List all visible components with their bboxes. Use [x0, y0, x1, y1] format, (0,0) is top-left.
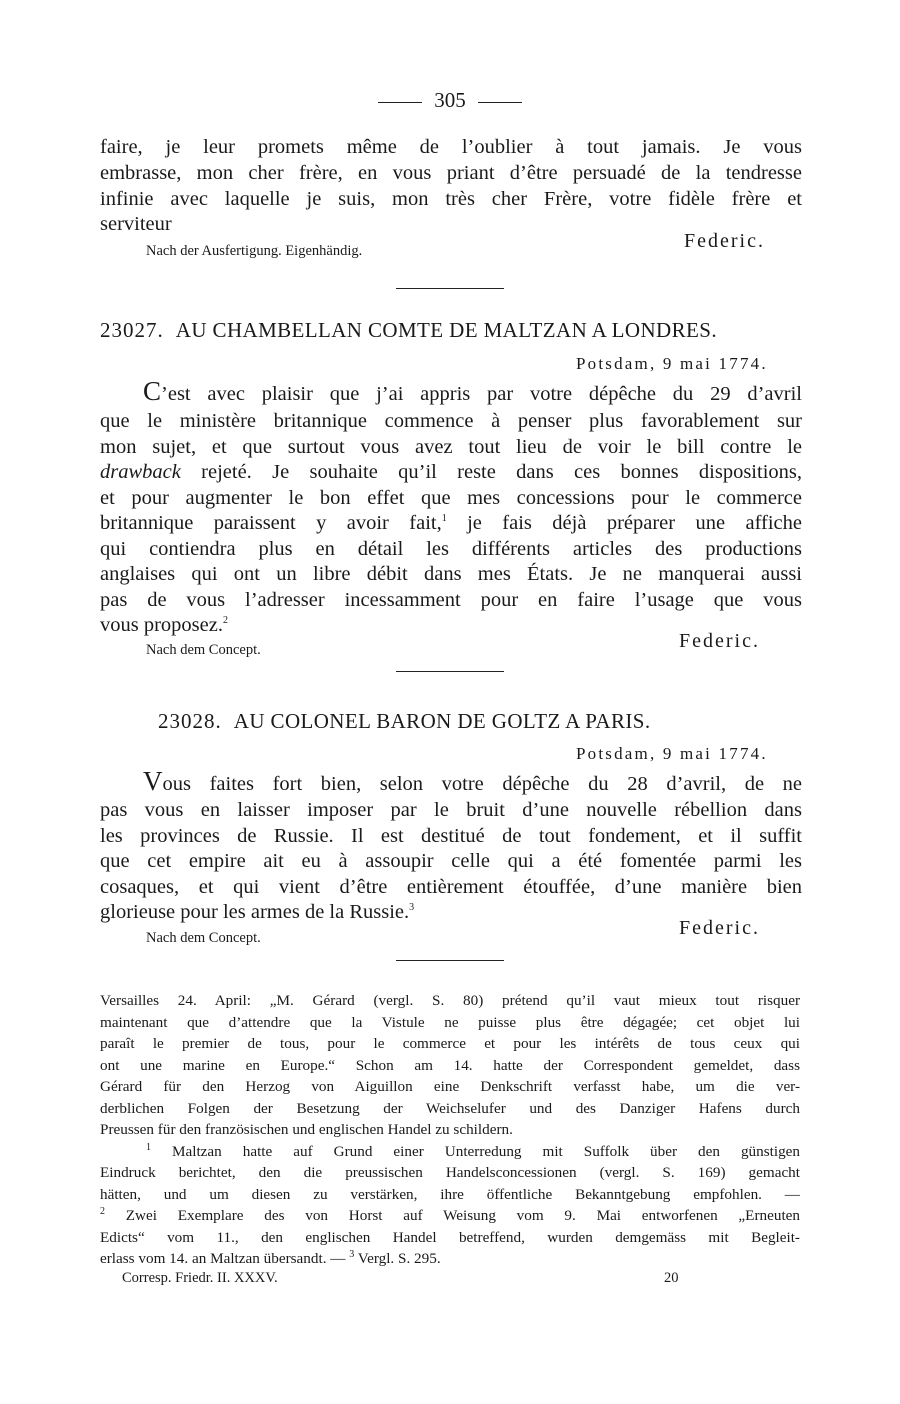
- section-divider: [396, 288, 504, 289]
- footnote-line: [146, 1141, 800, 1162]
- body-line: que le ministère britannique commence à penser plus favorablement sur: [100, 410, 802, 432]
- source-note: Nach dem Concept.: [146, 642, 261, 658]
- footnote-line: hätten, und um diesen zu verstärken, ihre öffentliche Bekanntgebung empfohlen. —: [100, 1186, 800, 1203]
- body-line: pas de vous l’adresser incessamment pour en faire l’usage que vous: [100, 589, 802, 611]
- footnote-line: maintenant que d’attendre que la Vistule ne puisse plus être dégagée; cet objet lui: [100, 1014, 800, 1031]
- running-footer: Corresp. Friedr. II. XXXV.: [122, 1270, 278, 1286]
- footnote-ref: 2: [222, 615, 228, 627]
- footnote-text: Maltzan hatte auf Grund einer Unterredung mit Suffolk über den günstigen: [151, 1143, 800, 1160]
- letter-title: AU COLONEL BARON DE GOLTZ A PARIS.: [233, 709, 651, 733]
- body-line: et pour augmenter le bon effet que mes concessions pour le commerce: [100, 487, 802, 509]
- body-line: faire, je leur promets même de l’oublier à tout jamais. Je vous: [100, 136, 802, 158]
- body-text: je fais déjà préparer une affiche: [446, 512, 802, 534]
- signature-mark: 20: [664, 1270, 679, 1286]
- footnote-line: Eindruck berichtet, den die preussischen Handelsconcessionen (vergl. S. 169) gemacht: [100, 1164, 800, 1181]
- signature: Federic.: [679, 630, 760, 652]
- body-text: vous proposez.: [100, 614, 223, 636]
- body-line: pas vous en laisser imposer par le bruit d’une nouvelle rébellion dans: [100, 799, 802, 821]
- body-text: ous faites fort bien, selon votre dépêche du 28 d’avril, de ne: [162, 773, 802, 795]
- page-number: [0, 88, 900, 113]
- footnote-text: Vergl. S. 295.: [354, 1250, 441, 1267]
- dateline: Potsdam, 9 mai 1774.: [576, 354, 768, 373]
- page-number-text: 305: [434, 88, 466, 112]
- footnote-line: derblichen Folgen der Besetzung der Weichselufer und des Danziger Hafens durch: [100, 1100, 800, 1117]
- footnote-line: [100, 1205, 800, 1226]
- drop-cap: V: [143, 766, 163, 796]
- drop-cap: C: [143, 376, 162, 406]
- body-line: serviteur: [100, 213, 172, 235]
- footnote-text: erlass vom 14. an Maltzan übersandt. —: [100, 1250, 346, 1267]
- footnote-line: Edicts“ vom 11., den englischen Handel betreffend, wurden demgemäss mit Begleit-: [100, 1229, 800, 1246]
- letter-heading: [158, 709, 650, 734]
- footnote-marker: 2: [100, 1205, 105, 1217]
- section-divider: [396, 671, 504, 672]
- footnote-text: Zwei Exemplare des von Horst auf Weisung vom 9. Mai entworfenen „Erneuten: [105, 1207, 800, 1224]
- body-text: rejeté. Je souhaite qu’il reste dans ces bonnes dispositions,: [180, 461, 802, 483]
- footnote-marker: 1: [146, 1141, 151, 1153]
- footnote-line: ont une marine en Europe.“ Schon am 14. hatte der Correspondent gemeldet, dass: [100, 1057, 800, 1074]
- page-number-dash-left: [378, 102, 422, 103]
- body-line: anglaises qui ont un libre débit dans mes États. Je ne manquerai aussi: [100, 563, 802, 585]
- footnote-marker: 3: [349, 1248, 355, 1260]
- letter-title: AU CHAMBELLAN COMTE DE MALTZAN A LONDRES.: [175, 318, 717, 342]
- footnote-line: [100, 1248, 800, 1269]
- footnote-line: paraît le premier de tous, pour le commerce et pour les intérêts de tous ceux qui: [100, 1035, 800, 1052]
- footnote-ref: 1: [441, 513, 447, 525]
- body-line: infinie avec laquelle je suis, mon très cher Frère, votre fidèle frère et: [100, 188, 802, 210]
- signature: Federic.: [679, 917, 760, 939]
- letter-heading: [100, 318, 717, 343]
- body-line: mon sujet, et que surtout vous avez tout lieu de voir le bill contre le: [100, 436, 802, 458]
- body-line: les provinces de Russie. Il est destitué de tout fondement, et il suffit: [100, 825, 802, 847]
- body-line: cosaques, et qui vient d’être entièrement étouffée, d’une manière bien: [100, 876, 802, 898]
- body-line: [143, 768, 802, 797]
- source-note: Nach der Ausfertigung. Eigenhändig.: [146, 243, 363, 259]
- section-divider: [396, 960, 504, 961]
- footnote-line: Preussen für den französischen und englischen Handel zu schildern.: [100, 1121, 513, 1138]
- body-line: [100, 510, 802, 536]
- footnote-line: Gérard für den Herzog von Aiguillon eine Denkschrift verfasst habe, um die ver-: [100, 1078, 800, 1095]
- footnote-line: Versailles 24. April: „M. Gérard (vergl. S. 80) prétend qu’il vaut mieux tout risquer: [100, 992, 800, 1009]
- body-line: [143, 378, 802, 407]
- body-line: que cet empire ait eu à assoupir celle qui a été fomentée parmi les: [100, 850, 802, 872]
- page-number-dash-right: [478, 102, 522, 103]
- body-text: britannique paraissent y avoir fait,: [100, 512, 442, 534]
- source-note: Nach dem Concept.: [146, 930, 261, 946]
- body-line: [100, 459, 802, 485]
- signature: Federic.: [684, 230, 765, 252]
- letter-number: 23027.: [100, 318, 164, 342]
- italic-term: drawback: [100, 461, 181, 483]
- body-line: embrasse, mon cher frère, en vous priant d’être persuadé de la tendresse: [100, 162, 802, 184]
- body-line: qui contiendra plus en détail les différents articles des productions: [100, 538, 802, 560]
- dateline: Potsdam, 9 mai 1774.: [576, 744, 768, 763]
- body-text: glorieuse pour les armes de la Russie.: [100, 901, 410, 923]
- letter-number: 23028.: [158, 709, 222, 733]
- footnote-ref: 3: [409, 902, 415, 914]
- body-text: ’est avec plaisir que j’ai appris par votre dépêche du 29 d’avril: [161, 383, 802, 405]
